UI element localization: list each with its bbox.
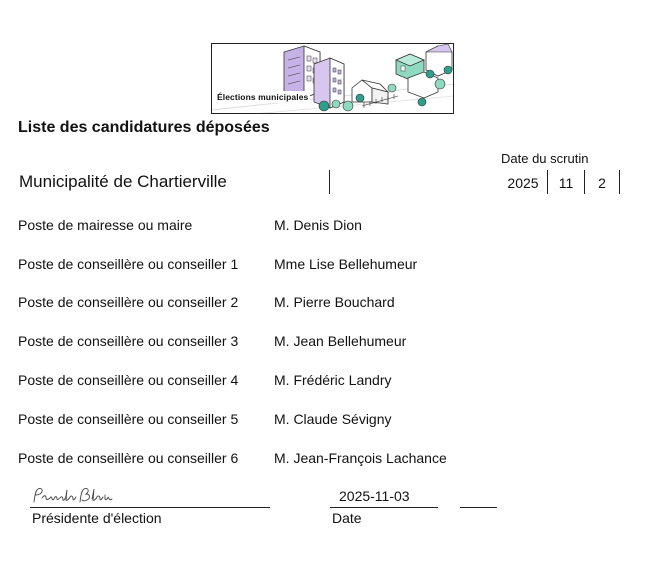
field-separator (329, 170, 330, 194)
candidate-name-councillor-3: M. Jean Bellehumeur (274, 333, 407, 349)
post-label-councillor-1: Poste de conseillère ou conseiller 1 (18, 256, 239, 272)
date-separator (584, 170, 585, 194)
post-label-councillor-2: Poste de conseillère ou conseiller 2 (18, 294, 239, 310)
city-illustration (212, 44, 454, 114)
signature (32, 486, 114, 506)
post-label-councillor-5: Poste de conseillère ou conseiller 5 (18, 411, 239, 427)
elections-banner (211, 43, 454, 114)
signature-line (30, 507, 270, 508)
date-separator (547, 170, 548, 194)
date-line (330, 507, 438, 508)
date-label: Date (332, 510, 362, 526)
signature-label: Présidente d'élection (32, 510, 162, 526)
election-year: 2025 (507, 175, 539, 191)
election-date-heading: Date du scrutin (501, 151, 589, 166)
post-label-mayor: Poste de mairesse ou maire (18, 217, 193, 233)
signature-date: 2025-11-03 (339, 488, 410, 504)
page-title: Liste des candidatures déposées (18, 119, 270, 136)
candidate-name-councillor-6: M. Jean-François Lachance (274, 450, 447, 466)
post-label-councillor-3: Poste de conseillère ou conseiller 3 (18, 333, 239, 349)
post-label-councillor-6: Poste de conseillère ou conseiller 6 (18, 450, 239, 466)
candidate-name-councillor-2: M. Pierre Bouchard (274, 294, 395, 310)
date-separator (619, 170, 620, 194)
candidate-name-mayor: M. Denis Dion (274, 217, 362, 233)
election-month: 11 (558, 175, 574, 191)
banner-label: Élections municipales (217, 92, 309, 102)
date-line-extra (460, 507, 497, 508)
municipality-name: Municipalité de Chartierville (19, 172, 227, 191)
signature-scribble (32, 486, 114, 506)
candidate-name-councillor-1: Mme Lise Bellehumeur (274, 256, 418, 272)
post-label-councillor-4: Poste de conseillère ou conseiller 4 (18, 372, 239, 388)
election-day: 2 (598, 175, 606, 191)
candidate-name-councillor-5: M. Claude Sévigny (274, 411, 392, 427)
candidate-name-councillor-4: M. Frédéric Landry (274, 372, 392, 388)
